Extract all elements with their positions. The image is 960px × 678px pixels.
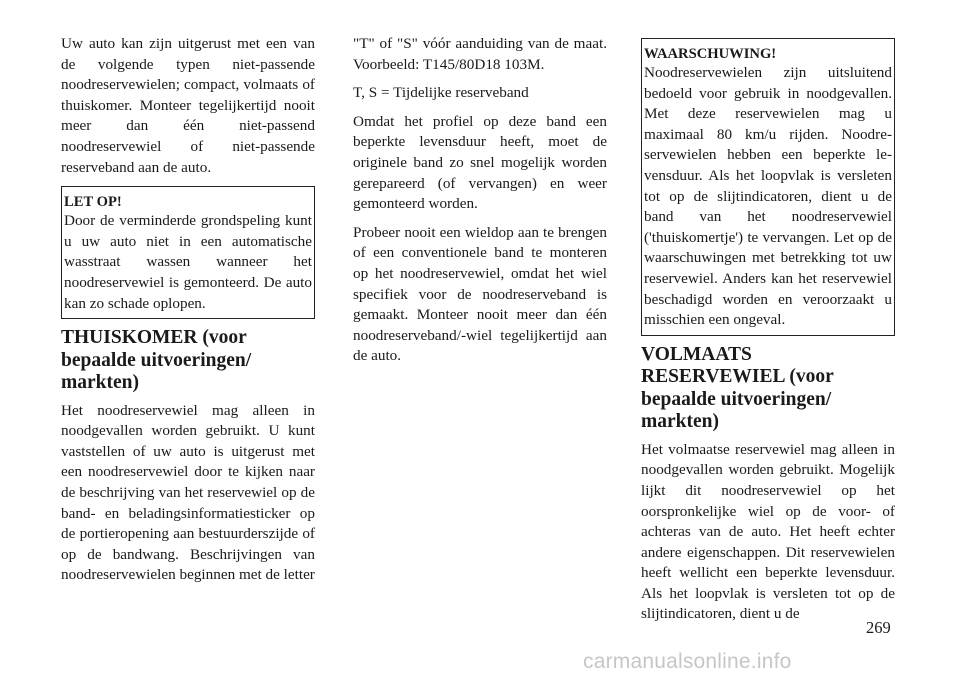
tire-code-legend: T, S = Tijdelijke reserveband <box>353 84 529 102</box>
caution-text: Door de verminderde grondspeling kunt u uw auto niet in een automatische wasstraat wassen wanneer het noodreservewiel is gemonteerd. De auto kan zo schade oplopen. <box>64 212 312 312</box>
section-heading-volmaats: VOLMAATS RESERVEWIEL (voor bepaalde uitvoeringen/ markten) <box>641 343 834 433</box>
caution-title: LET OP! <box>64 194 122 211</box>
column-middle <box>353 34 607 375</box>
warning-title: WAARSCHUWING! <box>644 46 777 62</box>
warning-box <box>641 38 895 336</box>
caution-box <box>61 186 315 319</box>
hubcap-paragraph: Probeer nooit een wieldop aan te brengen of een conventionele band te monteren op het noodreservewiel, omdat het wiel specifiek voor de noodreserveband is gemaakt. Monteer nooit meer dan één noodreserveband/-wiel tegelijkertijd aan de auto. <box>353 223 607 365</box>
column-right <box>641 34 895 633</box>
intro-paragraph: Uw auto kan zijn uitgerust met een van de volgende typen niet-passende noodreservewielen; compact, volmaats of thuiskomer. Monteer tegelijkertijd nooit meer dan één niet-passend noodreservewiel of niet-passende reserveband aan de auto. <box>61 35 315 176</box>
column-left <box>61 34 315 594</box>
section-heading-thuiskomer: THUISKOMER (voor bepaalde uitvoeringen/ markten) <box>61 327 252 394</box>
watermark: carmanualsonline.info <box>583 650 792 673</box>
page-number: 269 <box>866 618 891 637</box>
warning-text: Noodreservewielen zijn uitsluitend bedoeld voor gebruik in noodgevallen. Met deze reservewielen mag u maximaal 80 km/u rijden. Noodreservewielen hebben een beperkte levensduur. Als het loopvlak is versleten tot op de slijtindicatoren, dient u de band van het noodreservewiel ('thuiskomertje') te vervangen. Let op de waarschuwingen met betrekking tot uw reservewiel. Anders kan het reservewiel beschadigd worden en veroorzaakt u misschien een ongeval. <box>644 64 892 329</box>
volmaats-paragraph: Het volmaatse reservewiel mag alleen in noodgevallen worden gebruikt. Mogelijk lijkt dit noodreservewiel op het oorspronkelijke wiel op de voor- of achteras van de auto. Het heeft echter andere eigenschappen. Dit reservewielen heeft wellicht een beperkte levensduur. Als het loopvlak is versleten tot op de slijtindicatoren, dient u de <box>641 440 895 623</box>
tread-life-paragraph: Omdat het profiel op deze band een beperkte levensduur heeft, moet de originele band zo snel mogelijk worden gerepareerd (of vervangen) en weer gemonteerd worden. <box>353 112 607 213</box>
thuiskomer-paragraph: Het noodreservewiel mag alleen in noodgevallen worden gebruikt. U kunt vaststellen of uw auto is uitgerust met een noodreservewiel door te kijken naar de beschrijving van het reservewiel op de band- en beladingsinformatiesticker op de portieropening aan bestuurderszijde of op de bandwang. Beschrijvingen van noodreservewielen beginnen met de letter <box>61 401 315 584</box>
size-example-paragraph: "T" of "S" vóór aanduiding van de maat. Voorbeeld: T145/80D18 103M. <box>353 35 607 73</box>
